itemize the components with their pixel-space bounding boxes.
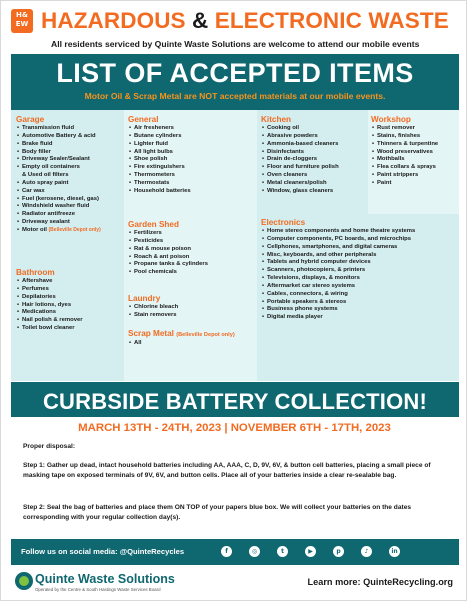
list-item: • Mothballs [371,156,438,164]
bathroom-heading: Bathroom [16,268,55,277]
list-item: • Thermometers [128,172,191,180]
list-item: • Auto spray paint [16,180,101,188]
social-bar [11,539,459,565]
pinterest-icon[interactable]: p [333,546,344,557]
list-item: • Computer components, PC boards, and microchips [261,236,415,244]
list-item: • Depilatories [16,294,83,302]
list-item: • Automotive Battery & acid [16,133,101,141]
list-item: • Cables, connectors, & wiring [261,291,415,299]
list-item: • Roach & ant poison [128,254,208,262]
list-item: • Cooking oil [261,125,339,133]
scrap-metal-note: (Belleville Depot only) [176,332,235,338]
list-item: • Rat & mouse poison [128,246,208,254]
list-item: • Digital media player [261,314,415,322]
list-item: • Abrasive powders [261,133,339,141]
motor-oil-label: Motor oil [22,226,47,233]
general-list [128,125,191,196]
workshop-section [371,115,438,188]
page-title [41,8,449,34]
list-item: • Tablets and hybrid computer devices [261,259,415,267]
linkedin-icon[interactable]: in [389,546,400,557]
list-item: • Home stereo components and home theatre systems [261,228,415,236]
youtube-icon[interactable]: ▶ [305,546,316,557]
garage-list [16,125,101,235]
list-item: • Body filler [16,149,101,157]
laundry-section [128,294,178,320]
page-subtitle: All residents serviced by Quinte Waste Solutions are welcome to attend our mobile events [51,39,420,49]
bathroom-list [16,278,83,333]
list-item: • Household batteries [128,188,191,196]
workshop-list [371,125,438,188]
list-item: • Thermostats [128,180,191,188]
list-item: • Chlorine bleach [128,304,178,312]
list-item: • Brake fluid [16,141,101,149]
list-item: • Transmission fluid [16,125,101,133]
list-item: • Medications [16,309,83,317]
list-item: • All [128,340,235,348]
list-item: • Misc, keyboards, and other peripherals [261,252,415,260]
scrap-metal-heading [128,329,235,340]
list-item: • Stain removers [128,312,178,320]
list-item: • Wood preservatives [371,149,438,157]
kitchen-list [261,125,339,196]
list-item: • Flea collars & sprays [371,164,438,172]
list-item: • Pesticides [128,238,208,246]
list-item: • Paint strippers [371,172,438,180]
scrap-metal-section [128,329,235,348]
garage-section [16,115,101,235]
scrap-metal-title: Scrap Metal [128,329,174,338]
list-item: • Empty oil containers [16,164,101,172]
kitchen-section [261,115,339,196]
list-item: • Televisions, displays, & monitors [261,275,415,283]
electronics-section [261,218,415,322]
list-item: • Butane cylinders [128,133,191,141]
list-item: • Aftermarket car stereo systems [261,283,415,291]
tiktok-icon[interactable]: ♪ [361,546,372,557]
kitchen-heading: Kitchen [261,115,292,124]
list-item: • Paint [371,180,438,188]
list-item: • Stains, finishes [371,133,438,141]
list-item: • All light bulbs [128,149,191,157]
curbside-dates: MARCH 13TH - 24TH, 2023 | NOVEMBER 6TH - 17TH, 2023 [78,422,391,434]
list-item: • Scanners, photocopiers, & printers [261,267,415,275]
list-item: • Business phone systems [261,306,415,314]
twitter-icon[interactable]: t [277,546,288,557]
electronics-list [261,228,415,322]
learn-more-link[interactable]: Learn more: QuinteRecycling.org [307,577,453,587]
disposal-label: Proper disposal: [23,443,76,450]
list-item: • Drain de-cloggers [261,156,339,164]
garden-shed-list [128,230,208,277]
list-item: • Fuel (kerosene, diesel, gas) [16,196,101,204]
list-item: • Toilet bowl cleaner [16,325,83,333]
motor-oil-note: (Belleville Depot only) [48,226,101,233]
list-item: • Floor and furniture polish [261,164,339,172]
qws-logo-icon [15,572,33,590]
list-item: • Fertilizers [128,230,208,238]
list-item: • Lighter fluid [128,141,191,149]
logo-line2: EW [15,20,29,28]
title-part2: ELECTRONIC WASTE [214,8,449,33]
list-item: • Windshield washer fluid [16,203,101,211]
list-item: • Car wax [16,188,101,196]
list-item: • Aftershave [16,278,83,286]
list-item: • Oven cleaners [261,172,339,180]
list-item: • Pool chemicals [128,269,208,277]
list-item: • Nail polish & remover [16,317,83,325]
general-section [128,115,191,196]
list-item: • Propane tanks & cylinders [128,261,208,269]
accepted-items-banner [11,54,459,110]
general-heading: General [128,115,159,124]
list-item: • Fire extinguishers [128,164,191,172]
banner-subtitle: Motor Oil & Scrap Metal are NOT accepted materials at our mobile events. [84,91,386,101]
flyer-header [11,8,459,48]
banner-title: LIST OF ACCEPTED ITEMS [56,58,414,88]
title-part1: HAZARDOUS [41,8,186,33]
list-item: • Driveway Sealer/Sealant [16,156,101,164]
list-item: • Metal cleaners/polish [261,180,339,188]
list-item: • Rust remover [371,125,438,133]
list-item: • Cellphones, smartphones, and digital cameras [261,244,415,252]
list-item: • Radiator antifreeze [16,211,101,219]
curbside-banner [11,382,459,417]
workshop-heading: Workshop [371,115,411,124]
instagram-icon[interactable]: ◎ [249,546,260,557]
social-label: Follow us on social media: @QuinteRecycles [21,547,185,556]
facebook-icon[interactable]: f [221,546,232,557]
list-item: • Portable speakers & stereos [261,299,415,307]
garage-heading: Garage [16,115,45,124]
list-item-motor-oil [16,227,101,235]
scrap-metal-list [128,340,235,348]
step-2-text: Step 2: Seal the bag of batteries and place them ON TOP of your papers blue box. We will collect your batteries on the dates corresponding with your regular collection day(s). [23,504,412,521]
list-item: • Window, glass cleaners [261,188,339,196]
garden-shed-heading: Garden Shed [128,220,179,229]
laundry-heading: Laundry [128,294,161,303]
garden-shed-section [128,220,208,277]
list-item: • Hair lotions, dyes [16,302,83,310]
electronics-heading: Electronics [261,218,306,227]
step-1-text: Step 1: Gather up dead, intact household batteries including AA, AAA, C, D, 9V, 6V, & button cell batteries, placing a small piece of masking tape on exposed terminals of 9V, 6V, and button cells. Place all of your batteries inside a clear re-sealable bag. [23,462,431,479]
list-item: • Ammonia-based cleaners [261,141,339,149]
list-item: • Driveway sealant [16,219,101,227]
list-item: • Shoe polish [128,156,191,164]
footer [11,572,459,600]
list-item: • Air fresheners [128,125,191,133]
he-logo-icon [11,9,33,33]
curbside-title: CURBSIDE BATTERY COLLECTION! [42,389,428,414]
bathroom-section [16,268,83,333]
list-item: & Used oil filters [22,172,69,179]
logo-line1: H& [16,11,28,19]
list-item: • Thinners & turpentine [371,141,438,149]
org-subtitle: Operated by the Centre & South Hastings Waste Services Board [35,587,161,592]
laundry-list [128,304,178,320]
list-item: • Disinfectants [261,149,339,157]
org-name: Quinte Waste Solutions [35,572,175,586]
list-item: • Perfumes [16,286,83,294]
accepted-items-grid [11,110,459,381]
title-amp: & [192,8,209,33]
